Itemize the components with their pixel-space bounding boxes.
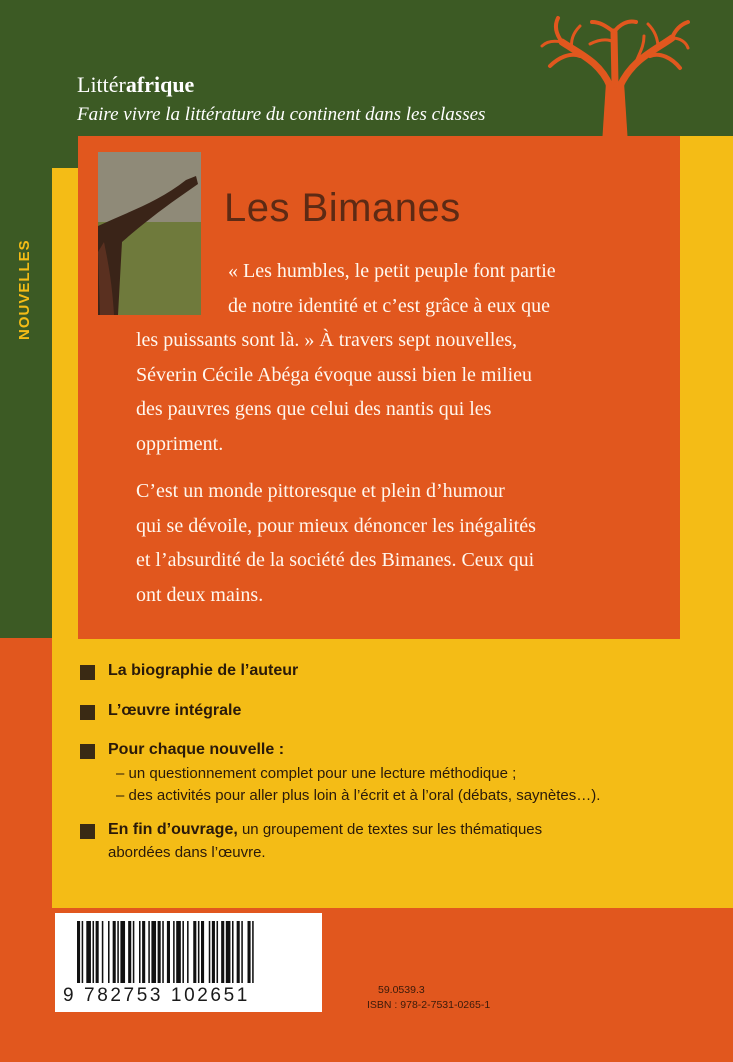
isbn-barcode bbox=[55, 913, 322, 1012]
synopsis-line: C’est un monde pittoresque et plein d’humour bbox=[136, 480, 505, 502]
series-tagline: Faire vivre la littérature du continent dans les classes bbox=[77, 104, 486, 125]
feature-appendix-head: En fin d’ouvrage, bbox=[108, 821, 238, 838]
synopsis-line: de notre identité et c’est grâce à eux que bbox=[228, 294, 551, 317]
feature-appendix bbox=[108, 821, 542, 839]
cover-photo bbox=[98, 152, 201, 315]
synopsis-paragraph-2 bbox=[136, 474, 536, 612]
bullet-square-icon bbox=[80, 824, 95, 839]
feature-biography: La biographie de l’auteur bbox=[108, 662, 299, 679]
synopsis-line: des pauvres gens que celui des nantis qui les bbox=[136, 398, 492, 420]
synopsis-line: ont deux mains. bbox=[136, 583, 264, 606]
feature-appendix-text: un groupement de textes sur les thématiques bbox=[237, 821, 543, 838]
series-brand: Littérafrique bbox=[77, 72, 195, 97]
feature-sub-line: – un questionnement complet pour une lecture méthodique ; bbox=[116, 765, 517, 782]
bullet-square-icon bbox=[80, 665, 95, 680]
synopsis-line: « Les humbles, le petit peuple font partie bbox=[228, 260, 556, 282]
baobab-tree-icon bbox=[540, 12, 690, 144]
synopsis-line: qui se dévoile, pour mieux dénoncer les inégalités bbox=[136, 514, 536, 537]
feature-sub-line: – des activités pour aller plus loin à l’écrit et à l’oral (débats, saynètes…). bbox=[116, 787, 601, 804]
book-title: Les Bimanes bbox=[224, 186, 461, 230]
synopsis-line: et l’absurdité de la société des Bimanes. Ceux qui bbox=[136, 549, 535, 571]
publisher-code: 59.0539.3 bbox=[378, 984, 425, 996]
feature-sub-line: abordées dans l’œuvre. bbox=[108, 844, 266, 861]
barcode-digits: 9 782753 102651 bbox=[63, 985, 250, 1006]
synopsis-paragraph-1-indented bbox=[228, 254, 556, 323]
synopsis-paragraph-1 bbox=[136, 323, 532, 461]
isbn-code: ISBN : 978-2-7531-0265-1 bbox=[367, 999, 491, 1011]
synopsis-line: oppriment. bbox=[136, 432, 224, 455]
synopsis-line: Séverin Cécile Abéga évoque aussi bien le milieu bbox=[136, 363, 532, 386]
feature-each-story: Pour chaque nouvelle : bbox=[108, 741, 285, 758]
bullet-square-icon bbox=[80, 705, 95, 720]
genre-label bbox=[16, 300, 36, 340]
bullet-square-icon bbox=[80, 744, 95, 759]
synopsis-line: les puissants sont là. » À travers sept nouvelles, bbox=[136, 329, 518, 351]
feature-full-work: L’œuvre intégrale bbox=[108, 702, 242, 719]
